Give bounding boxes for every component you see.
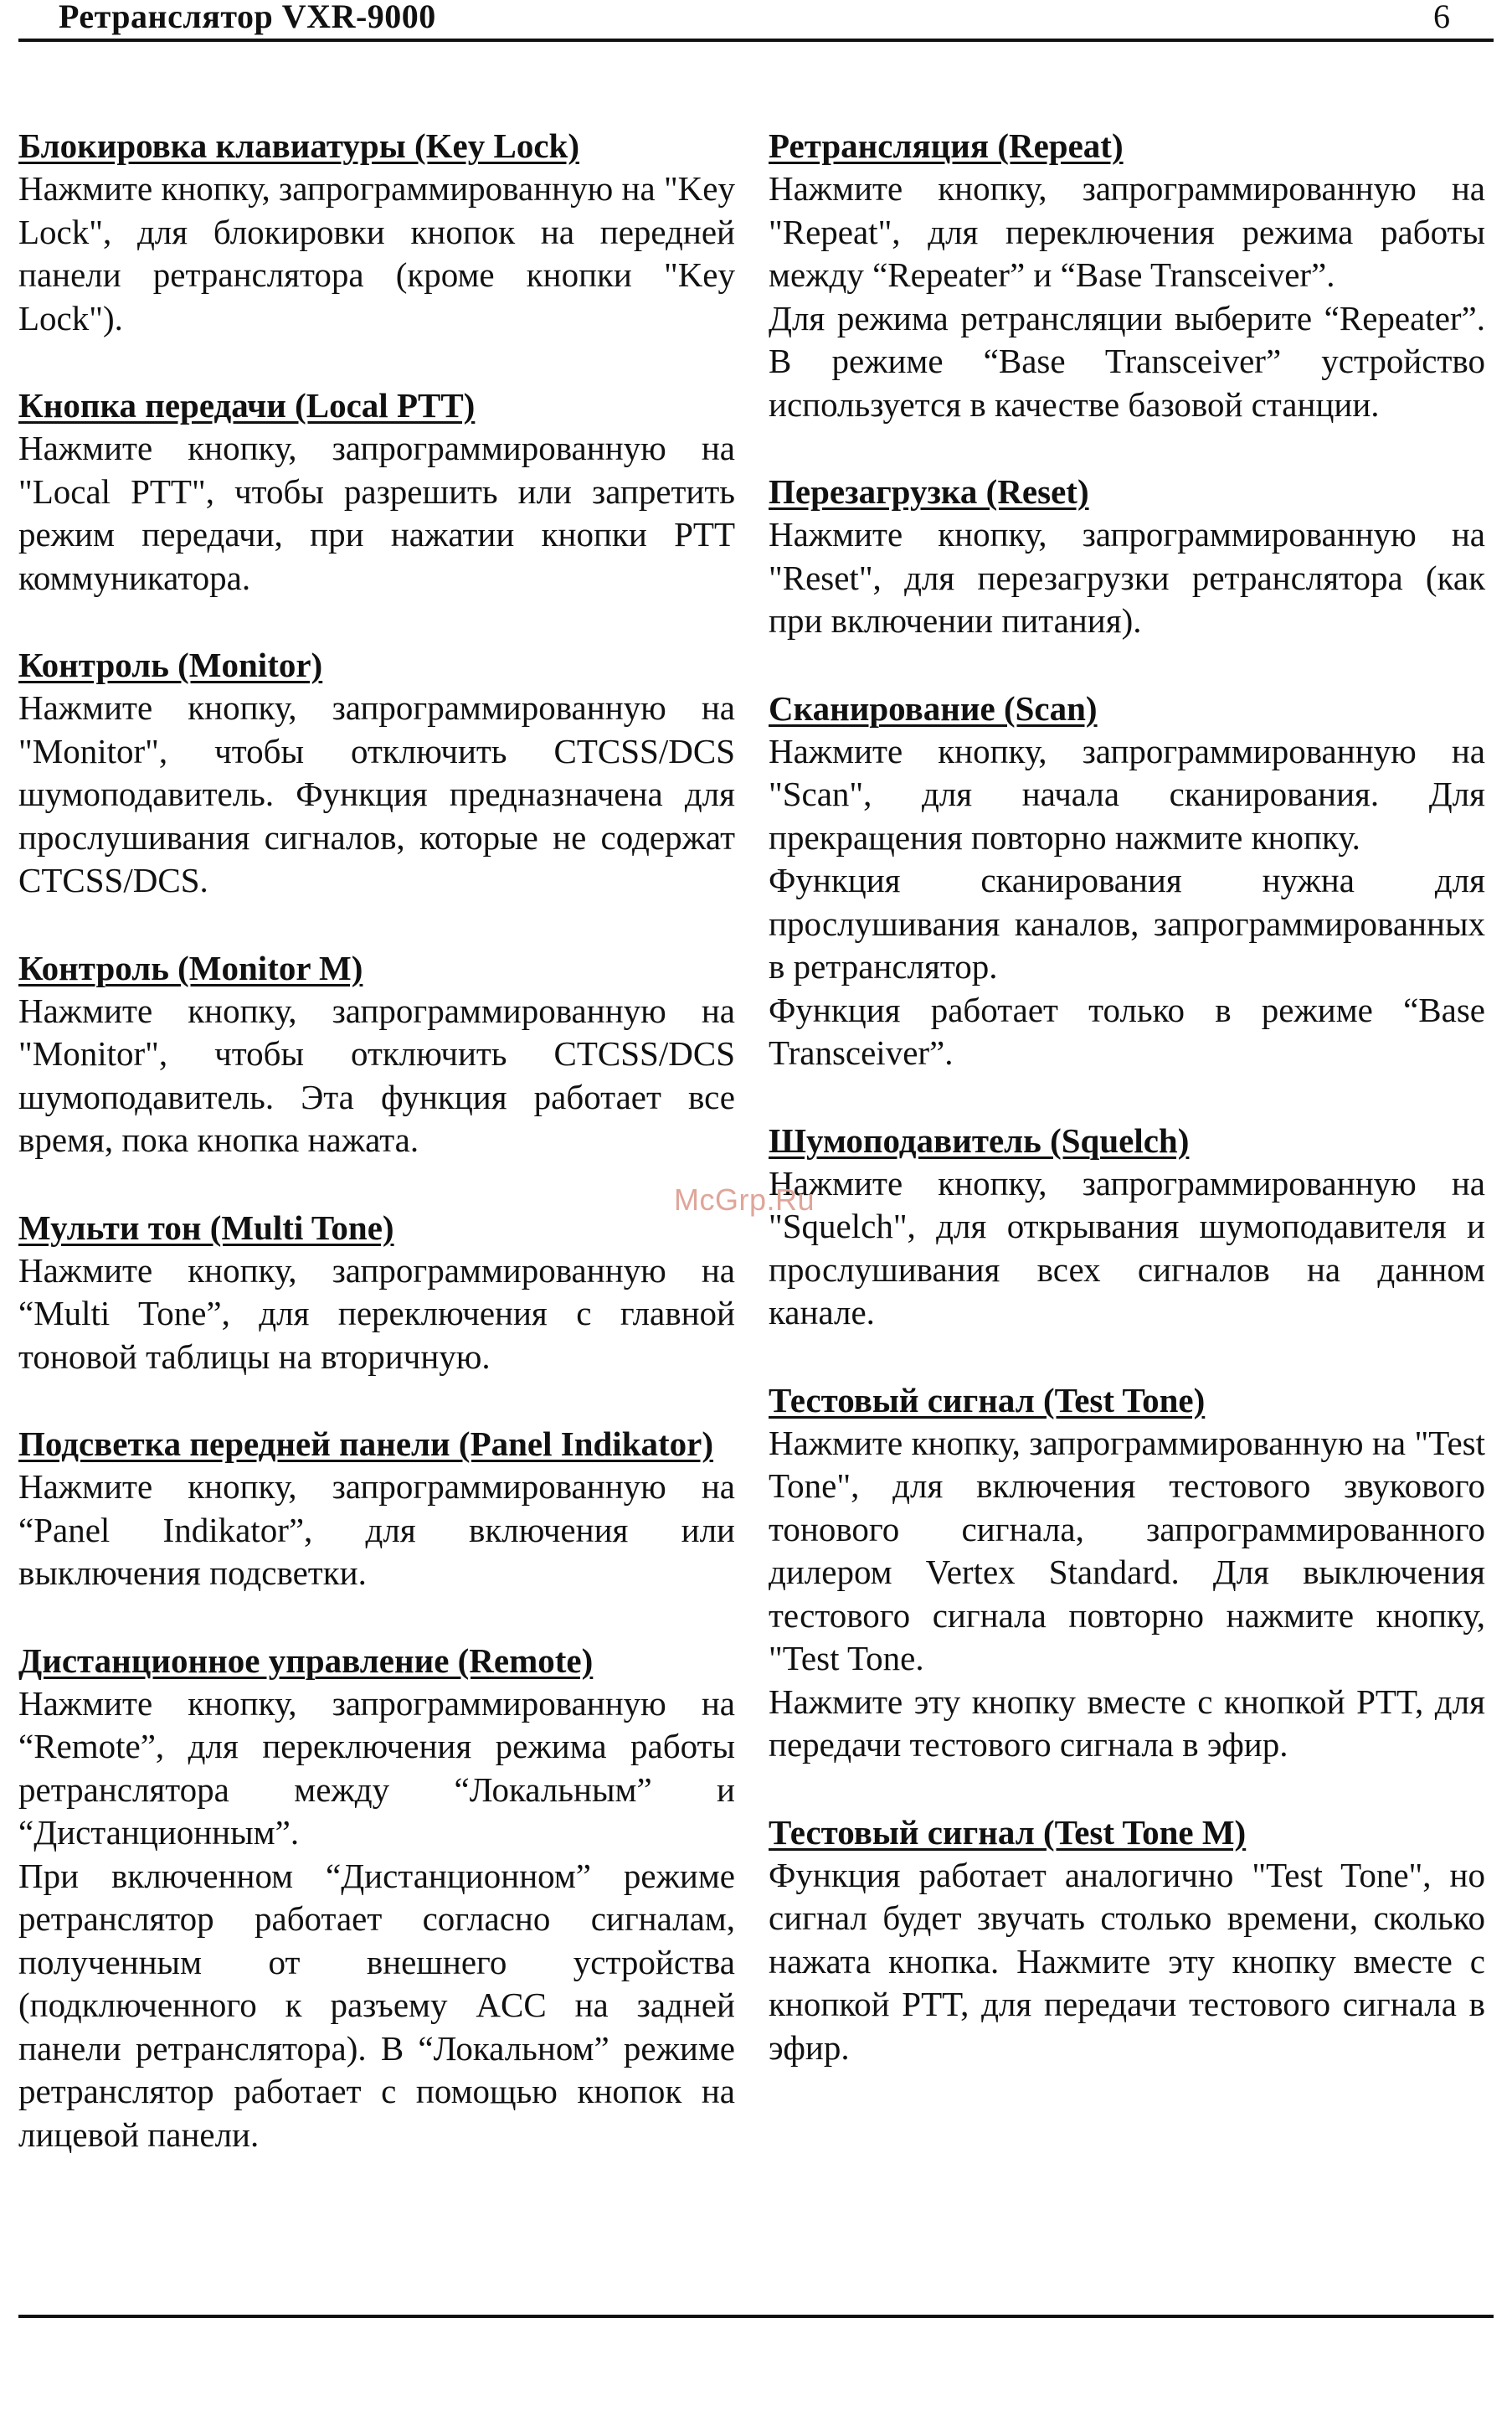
paragraph: Функция работает только в режиме “Base Transceiver”.	[769, 990, 1485, 1072]
section-squelch	[769, 1119, 1485, 1335]
section-title: Тестовый сигнал (Test Tone)	[769, 1380, 1206, 1419]
paragraph: Нажмите кнопку, запрограммированную на "Local PTT", чтобы разрешить или запретить режим передачи, при нажатии кнопки PTT коммуникатора.	[18, 429, 735, 597]
section-title: Тестовый сигнал (Test Tone M)	[769, 1812, 1247, 1852]
section-monitor-m	[18, 946, 735, 1162]
section-remote	[18, 1639, 735, 2157]
paragraph: Нажмите кнопку, запрограммированную на "Scan", для начала сканирования. Для прекращения повторно нажмите кнопку.	[769, 731, 1485, 857]
section-reset	[769, 470, 1485, 643]
section-monitor	[18, 643, 735, 903]
section-title: Дистанционное управление (Remote)	[18, 1641, 594, 1680]
paragraph: Нажмите кнопку, запрограммированную на "Test Tone", для включения тестового звукового тонового сигнала, запрограммированного дилером Vertex Standard. Для выключения тестового сигнала повторно нажмите кнопку, "Test Tone.	[769, 1423, 1485, 1677]
paragraph: Нажмите эту кнопку вместе с кнопкой PTT, для передачи тестового сигнала в эфир.	[769, 1682, 1485, 1764]
section-repeat	[769, 124, 1485, 426]
section-title: Шумоподавитель (Squelch)	[769, 1120, 1190, 1160]
page-number: 6	[1433, 0, 1450, 35]
paragraph: При включенном “Дистанционном” режиме ретранслятор работает согласно сигналам, полученным от внешнего устройства (подключенного к разъему ACC на задней панели ретранслятора). В “Локальном” режиме ретранслятор работает с помощью кнопок на лицевой панели.	[18, 1856, 735, 2154]
left-column	[18, 124, 735, 2200]
paragraph: Нажмите кнопку, запрограммированную на "Monitor", чтобы отключить CTCSS/DCS шумоподавитель. Эта функция работает все время, пока кнопка нажата.	[18, 991, 735, 1159]
paragraph: Нажмите кнопку, запрограммированную на "Reset", для перезагрузки ретранслятора (как при включении питания).	[769, 515, 1485, 640]
paragraph: Нажмите кнопку, запрограммированную на “Panel Indikator”, для включения или выключения подсветки.	[18, 1467, 735, 1592]
page-header	[18, 0, 1494, 42]
section-title: Контроль (Monitor M)	[18, 948, 363, 987]
paragraph: Нажмите кнопку, запрограммированную на "Key Lock", для блокировки кнопок на передней панели ретранслятора (кроме кнопки "Key Lock").	[18, 169, 735, 337]
section-panel-indikator	[18, 1422, 735, 1595]
paragraph: Функция сканирования нужна для прослушивания каналов, запрограммированных в ретранслятор.	[769, 861, 1485, 986]
footer-divider	[18, 2315, 1494, 2318]
paragraph: Для режима ретрансляции выберите “Repeater”. В режиме “Base Transceiver” устройство используется в качестве базовой станции.	[769, 298, 1485, 424]
section-test-tone	[769, 1378, 1485, 1767]
section-scan	[769, 687, 1485, 1075]
section-multi-tone	[18, 1206, 735, 1379]
section-title: Сканирование (Scan)	[769, 688, 1098, 728]
section-title: Кнопка передачи (Local PTT)	[18, 386, 476, 425]
section-local-ptt	[18, 384, 735, 600]
paragraph: Нажмите кнопку, запрограммированную на “Multi Tone”, для переключения с главной тоновой таблицы на вторичную.	[18, 1250, 735, 1376]
right-column	[769, 124, 1485, 2113]
section-title: Ретрансляция (Repeat)	[769, 126, 1124, 165]
section-key-lock	[18, 124, 735, 340]
paragraph: Нажмите кнопку, запрограммированную на "Repeat", для переключения режима работы между “Repeater” и “Base Transceiver”.	[769, 169, 1485, 294]
watermark: McGrp.Ru	[674, 1182, 815, 1217]
section-title: Контроль (Monitor)	[18, 646, 323, 684]
section-title: Подсветка передней панели (Panel Indikator)	[18, 1424, 714, 1463]
section-title: Перезагрузка (Reset)	[769, 472, 1089, 511]
section-test-tone-m	[769, 1811, 1485, 2070]
section-title: Блокировка клавиатуры (Key Lock)	[18, 126, 579, 165]
paragraph: Функция работает аналогично "Test Tone", но сигнал будет звучать столько времени, сколько нажата кнопка. Нажмите эту кнопку вместе с кнопкой PTT, для передачи тестового сигнала в эфир.	[769, 1855, 1485, 2067]
document-title: Ретранслятор VXR-9000	[59, 0, 436, 35]
paragraph: Нажмите кнопку, запрограммированную на "Monitor", чтобы отключить CTCSS/DCS шумоподавитель. Функция предназначена для прослушивания сигналов, которые не содержат CTCSS/DCS.	[18, 688, 735, 899]
paragraph: Нажмите кнопку, запрограммированную на "Squelch", для открывания шумоподавителя и прослушивания всех сигналов на данном канале.	[769, 1163, 1485, 1332]
paragraph: Нажмите кнопку, запрограммированную на “Remote”, для переключения режима работы ретранслятора между “Локальным” и “Дистанционным”.	[18, 1683, 735, 1852]
section-title: Мульти тон (Multi Tone)	[18, 1208, 394, 1247]
